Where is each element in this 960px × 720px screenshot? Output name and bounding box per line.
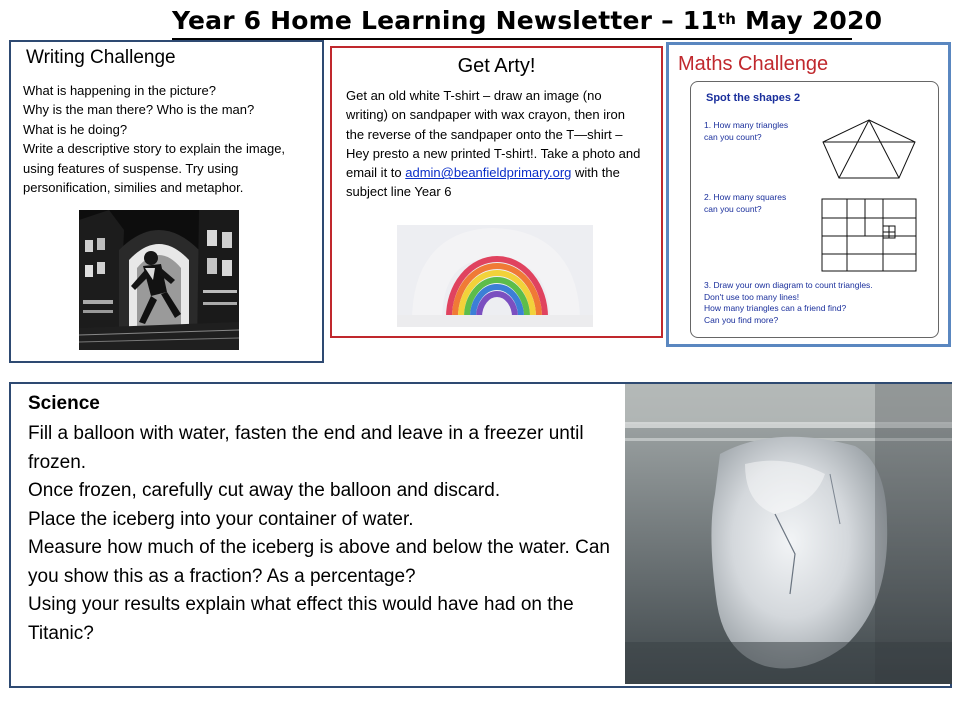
writing-line: What is he doing?	[23, 121, 128, 137]
title-superscript: th	[717, 10, 737, 28]
get-arty-text	[346, 86, 646, 202]
question-3-line: 3. Draw your own diagram to count triangles.	[704, 280, 873, 290]
science-panel	[9, 382, 952, 688]
science-heading: Science	[28, 393, 100, 414]
science-line: Fill a balloon with water, fasten the end and leave in a freezer until frozen.	[28, 423, 584, 473]
writing-line: Write a descriptive story to explain the image, using features of suspense. Try using personification, similies and metaphor.	[23, 141, 286, 196]
squares-grid-diagram	[821, 198, 917, 272]
question-3	[704, 280, 873, 326]
suspense-scene-image	[79, 210, 239, 350]
email-link[interactable]: admin@beanfieldprimary.org	[405, 165, 572, 181]
pentagon-diagram	[821, 118, 917, 180]
question-3-line: Can you find more?	[704, 314, 779, 325]
get-arty-heading: Get Arty!	[457, 55, 536, 77]
question-1-line: 1. How many triangles	[704, 120, 789, 130]
arty-instructions: Get an old white T-shirt – draw an image (no writing) on sandpaper with wax crayon, then iron the reverse of the sandpaper onto the T—shirt – Hey presto a new printed T-shirt!. Take a photo and email it to	[346, 88, 641, 181]
maths-challenge-heading: Maths Challenge	[678, 53, 829, 75]
arty-instructions-end: with the subject line Year 6	[346, 165, 620, 200]
question-3-line: How many triangles can a friend find?	[704, 303, 847, 313]
question-2-line: can you count?	[704, 203, 762, 214]
maths-challenge-panel	[666, 42, 951, 347]
question-3-line: Don't use too many lines!	[704, 291, 800, 302]
title-end: May 2020	[736, 6, 883, 35]
question-1	[704, 120, 788, 143]
science-line: Using your results explain what effect this would have had on the Titanic?	[28, 594, 574, 644]
writing-line: Why is the man there? Who is the man?	[23, 102, 255, 118]
spot-the-shapes-worksheet	[690, 81, 939, 338]
science-line: Once frozen, carefully cut away the balloon and discard.	[28, 480, 501, 501]
question-2-line: 2. How many squares	[704, 192, 787, 202]
writing-challenge-text	[23, 81, 317, 197]
worksheet-title: Spot the shapes 2	[706, 92, 801, 104]
iceberg-in-water-photo	[625, 384, 952, 684]
writing-line: What is happening in the picture?	[23, 83, 216, 98]
science-text	[28, 420, 613, 648]
rainbow-tshirt-photo	[397, 225, 593, 327]
science-line: Measure how much of the iceberg is above and below the water. Can you show this as a fraction? As a percentage?	[28, 537, 610, 587]
get-arty-panel	[330, 46, 663, 338]
question-2	[704, 192, 786, 215]
writing-challenge-panel	[9, 40, 324, 363]
newsletter-title	[172, 4, 883, 40]
question-1-line: can you count?	[704, 131, 762, 142]
science-line: Place the iceberg into your container of water.	[28, 508, 414, 530]
title-main: Year 6 Home Learning Newsletter – 11	[172, 6, 718, 35]
writing-challenge-heading: Writing Challenge	[26, 47, 176, 68]
